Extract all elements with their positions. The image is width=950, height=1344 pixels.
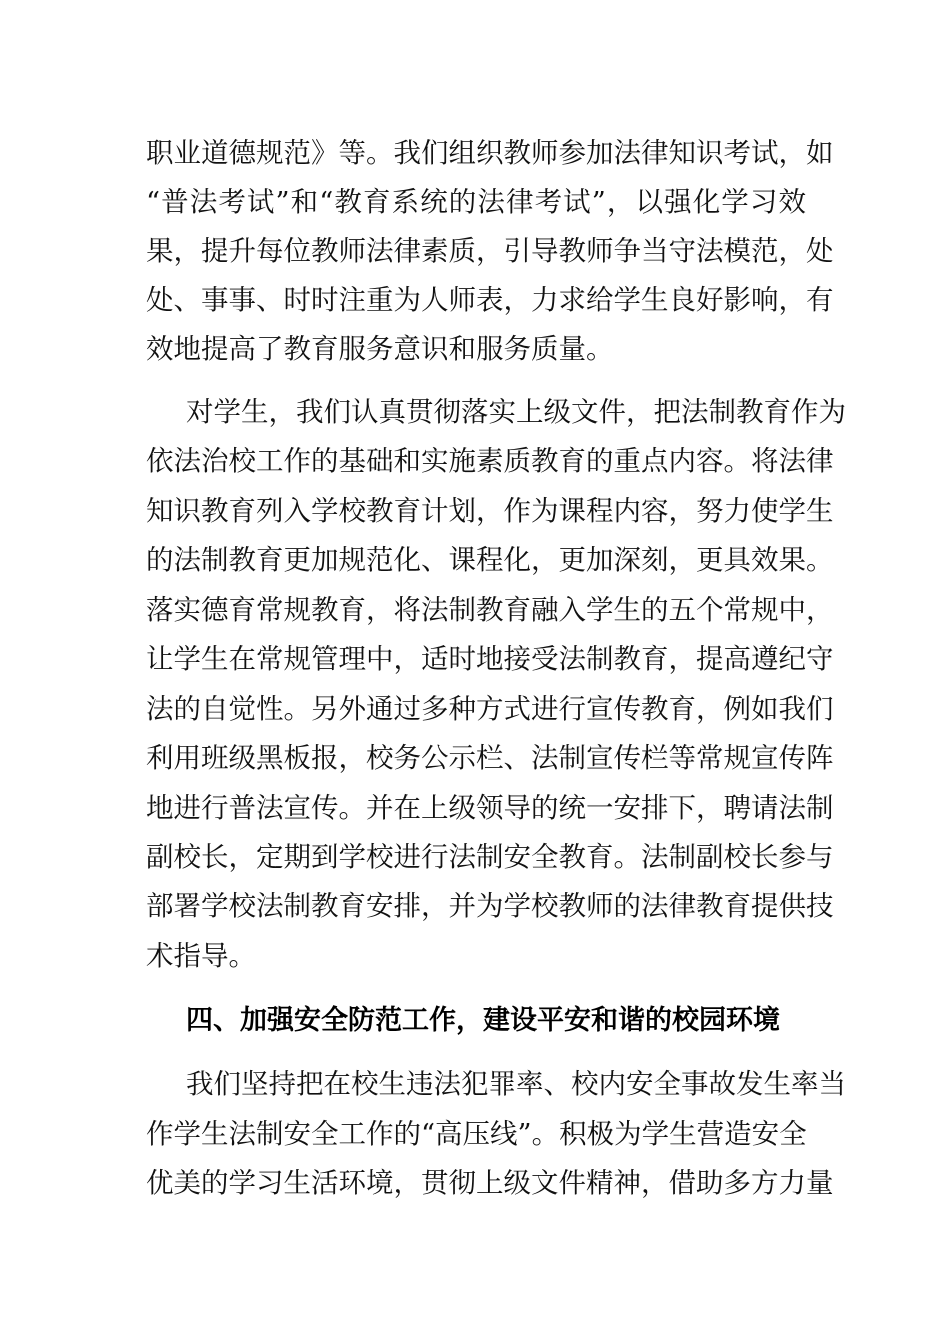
text-line: 术指导。 bbox=[146, 940, 256, 972]
text-line: 作学生法制安全工作的“高压线”。积极为学生营造安全 bbox=[146, 1118, 807, 1150]
text-line: 落实德育常规教育，将法制教育融入学生的五个常规中， bbox=[146, 594, 834, 626]
text-line: 法的自觉性。另外通过多种方式进行宣传教育，例如我们 bbox=[146, 693, 834, 725]
text-line: 让学生在常规管理中，适时地接受法制教育，提高遵纪守 bbox=[146, 643, 834, 675]
text-line: 副校长，定期到学校进行法制安全教育。法制副校长参与 bbox=[146, 841, 834, 873]
text-line: 知识教育列入学校教育计划，作为课程内容，努力使学生 bbox=[146, 495, 834, 527]
text-line: 部署学校法制教育安排，并为学校教师的法律教育提供技 bbox=[146, 890, 834, 922]
text-line: “普法考试”和“教育系统的法律考试”，以强化学习效 bbox=[146, 186, 806, 218]
text-line: 依法治校工作的基础和实施素质教育的重点内容。将法律 bbox=[146, 445, 834, 477]
text-line: 职业道德规范》等。我们组织教师参加法律知识考试，如 bbox=[146, 137, 834, 169]
text-line: 地进行普法宣传。并在上级领导的统一安排下，聘请法制 bbox=[146, 792, 834, 824]
text-line: 的法制教育更加规范化、课程化，更加深刻，更具效果。 bbox=[146, 544, 834, 576]
section-heading: 四、加强安全防范工作，建设平安和谐的校园环境 bbox=[186, 1005, 780, 1036]
text-line: 效地提高了教育服务意识和服务质量。 bbox=[146, 333, 614, 365]
text-line: 我们坚持把在校生违法犯罪率、校内安全事故发生率当 bbox=[186, 1068, 846, 1100]
text-line: 优美的学习生活环境，贯彻上级文件精神，借助多方力量 bbox=[146, 1167, 834, 1199]
text-line: 处、事事、时时注重为人师表，力求给学生良好影响，有 bbox=[146, 284, 834, 316]
text-line: 对学生，我们认真贯彻落实上级文件，把法制教育作为 bbox=[186, 396, 846, 428]
text-line: 果，提升每位教师法律素质，引导教师争当守法模范，处 bbox=[146, 235, 834, 267]
text-line: 利用班级黑板报，校务公示栏、法制宣传栏等常规宣传阵 bbox=[146, 742, 834, 774]
